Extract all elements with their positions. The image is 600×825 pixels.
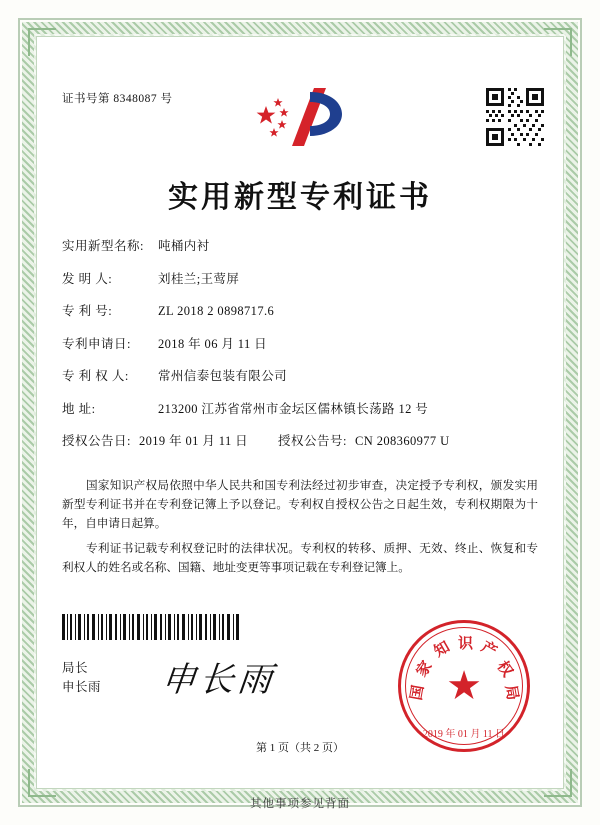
field-value: 2018 年 06 月 11 日 [158,336,268,351]
seal-char: 知 [430,637,453,661]
seal-date: 2019 年 01 月 11 日 [422,729,506,740]
seal-char: 局 [501,683,523,702]
director-name: 申长雨 [62,680,102,694]
page-title: 实用新型专利证书 [168,180,432,215]
legal-text [62,476,538,583]
seal-char: 产 [478,637,501,661]
cnipa-logo-icon [252,84,348,150]
field-value: ZL 2018 2 0898717.6 [158,304,275,318]
five-pointed-star-icon: ★ [446,663,482,708]
certificate-content [44,44,556,781]
seal-char: 国 [406,683,428,702]
field-label: 专 利 号: [62,304,113,318]
field-value: 常州信泰包装有限公司 [158,369,288,383]
seal-char: 权 [493,657,517,681]
field-row [62,269,540,287]
grant-row [62,431,540,449]
field-row [62,366,540,384]
grant-number-value: CN 208360977 U [355,434,450,448]
footer-note: 其他事项参见背面 [250,798,350,810]
qr-code-icon [484,86,546,148]
paragraph: 专利证书记载专利权登记时的法律状况。专利权的转移、质押、无效、终止、恢复和专利权人的姓名或名称、国籍、地址变更等事项记载在专利登记簿上。 [62,542,538,574]
field-value: 刘桂兰;王莺屏 [158,271,240,286]
field-label: 发 明 人: [62,271,113,286]
field-row [62,334,540,352]
certificate-number: 证书号第 8348087 号 [62,93,173,105]
director-title-line1: 局长 [62,661,89,675]
page-number: 第 1 页（共 2 页） [256,742,344,754]
director-title [62,659,101,697]
field-row [62,236,540,254]
grant-number-label: 授权公告号: [278,434,348,448]
field-label: 专利申请日: [62,336,131,351]
seal-char: 家 [412,657,436,681]
grant-date-value: 2019 年 01 月 11 日 [138,434,249,448]
field-label: 地 址: [62,401,96,416]
field-row [62,399,540,417]
field-row [62,301,540,319]
field-label: 专 利 权 人: [62,369,129,383]
official-seal [398,620,530,752]
barcode-icon [62,614,240,640]
paragraph: 国家知识产权局依照中华人民共和国专利法经过初步审查，决定授予专利权，颁发实用新型专利证书并在专利登记簿上予以登记。专利权自授权公告之日起生效，专利权期限为十年，自申请日起算。 [62,479,538,530]
grant-date-label: 授权公告日: [62,434,131,448]
field-label: 实用新型名称: [62,239,144,253]
field-list [62,236,540,464]
handwritten-signature: 申长雨 [159,660,278,700]
field-value: 213200 江苏省常州市金坛区儒林镇长荡路 12 号 [158,401,429,416]
seal-char: 识 [458,634,474,652]
field-value: 吨桶内衬 [158,239,210,253]
